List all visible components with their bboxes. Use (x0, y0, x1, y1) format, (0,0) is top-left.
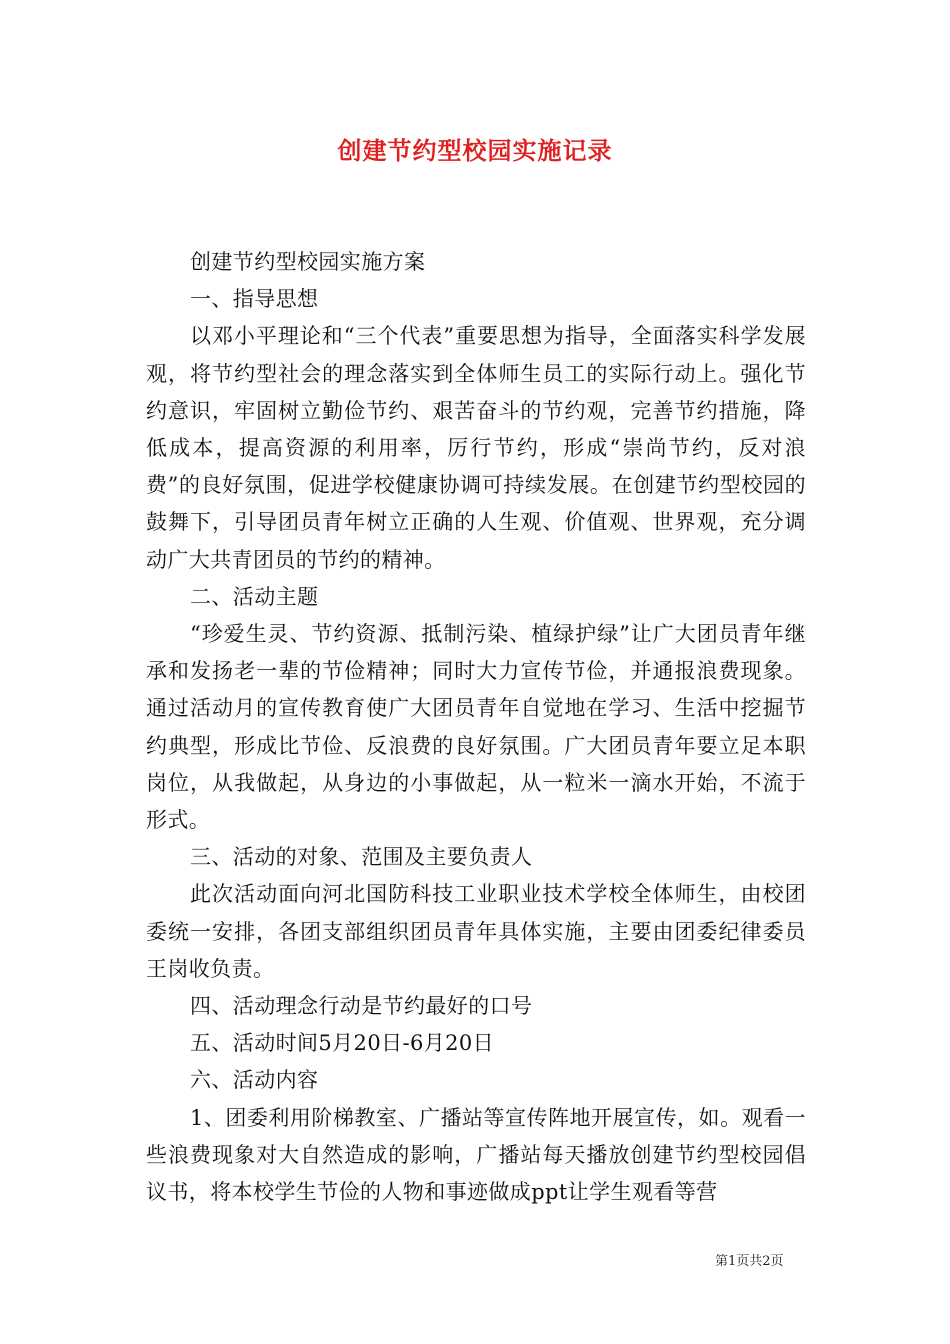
section-paragraph: 1、团委利用阶梯教室、广播站等宣传阵地开展宣传，如。观看一些浪费现象对大自然造成的影响，广播站每天播放创建节约型校园倡议书，将本校学生节俭的人物和事迹做成ppt让学生观看等营 (146, 1105, 806, 1205)
section-heading: 三、活动的对象、范围及主要负责人 (190, 845, 533, 870)
page-number: 第1页共2页 (715, 1254, 784, 1269)
section-heading: 六、活动内容 (190, 1068, 319, 1093)
document-title: 创建节约型校园实施记录 (337, 137, 613, 165)
section-paragraph: 此次活动面向河北国防科技工业职业技术学校全体师生，由校团委统一安排，各团支部组织团员青年具体实施，主要由团委纪律委员王岗收负责。 (146, 882, 806, 981)
section-heading: 二、活动主题 (190, 584, 319, 609)
section-heading: 一、指导思想 (190, 287, 319, 312)
document-body (146, 244, 806, 1211)
section-heading: 四、活动理念行动是节约最好的口号 (190, 994, 533, 1019)
section-paragraph: “珍爱生灵、节约资源、抵制污染、植绿护绿”让广大团员青年继承和发扬老一辈的节俭精神；同时大力宣传节俭，并通报浪费现象。通过活动月的宣传教育使广大团员青年自觉地在学习、生活中挖掘节约典型，形成比节俭、反浪费的良好氛围。广大团员青年要立足本职岗位，从我做起，从身边的小事做起，从一粒米一滴水开始，不流于形式。 (146, 622, 806, 833)
section-paragraph: 以邓小平理论和“三个代表”重要思想为指导，全面落实科学发展观，将节约型社会的理念落实到全体师生员工的实际行动上。强化节约意识，牢固树立勤俭节约、艰苦奋斗的节约观，完善节约措施，降低成本，提高资源的利用率，厉行节约，形成“崇尚节约，反对浪费”的良好氛围，促进学校健康协调可持续发展。在创建节约型校园的鼓舞下，引导团员青年树立正确的人生观、价值观、世界观，充分调动广大共青团员的节约的精神。 (146, 324, 806, 572)
section-heading: 五、活动时间5月20日-6月20日 (190, 1031, 495, 1056)
document-subtitle: 创建节约型校园实施方案 (190, 250, 426, 274)
